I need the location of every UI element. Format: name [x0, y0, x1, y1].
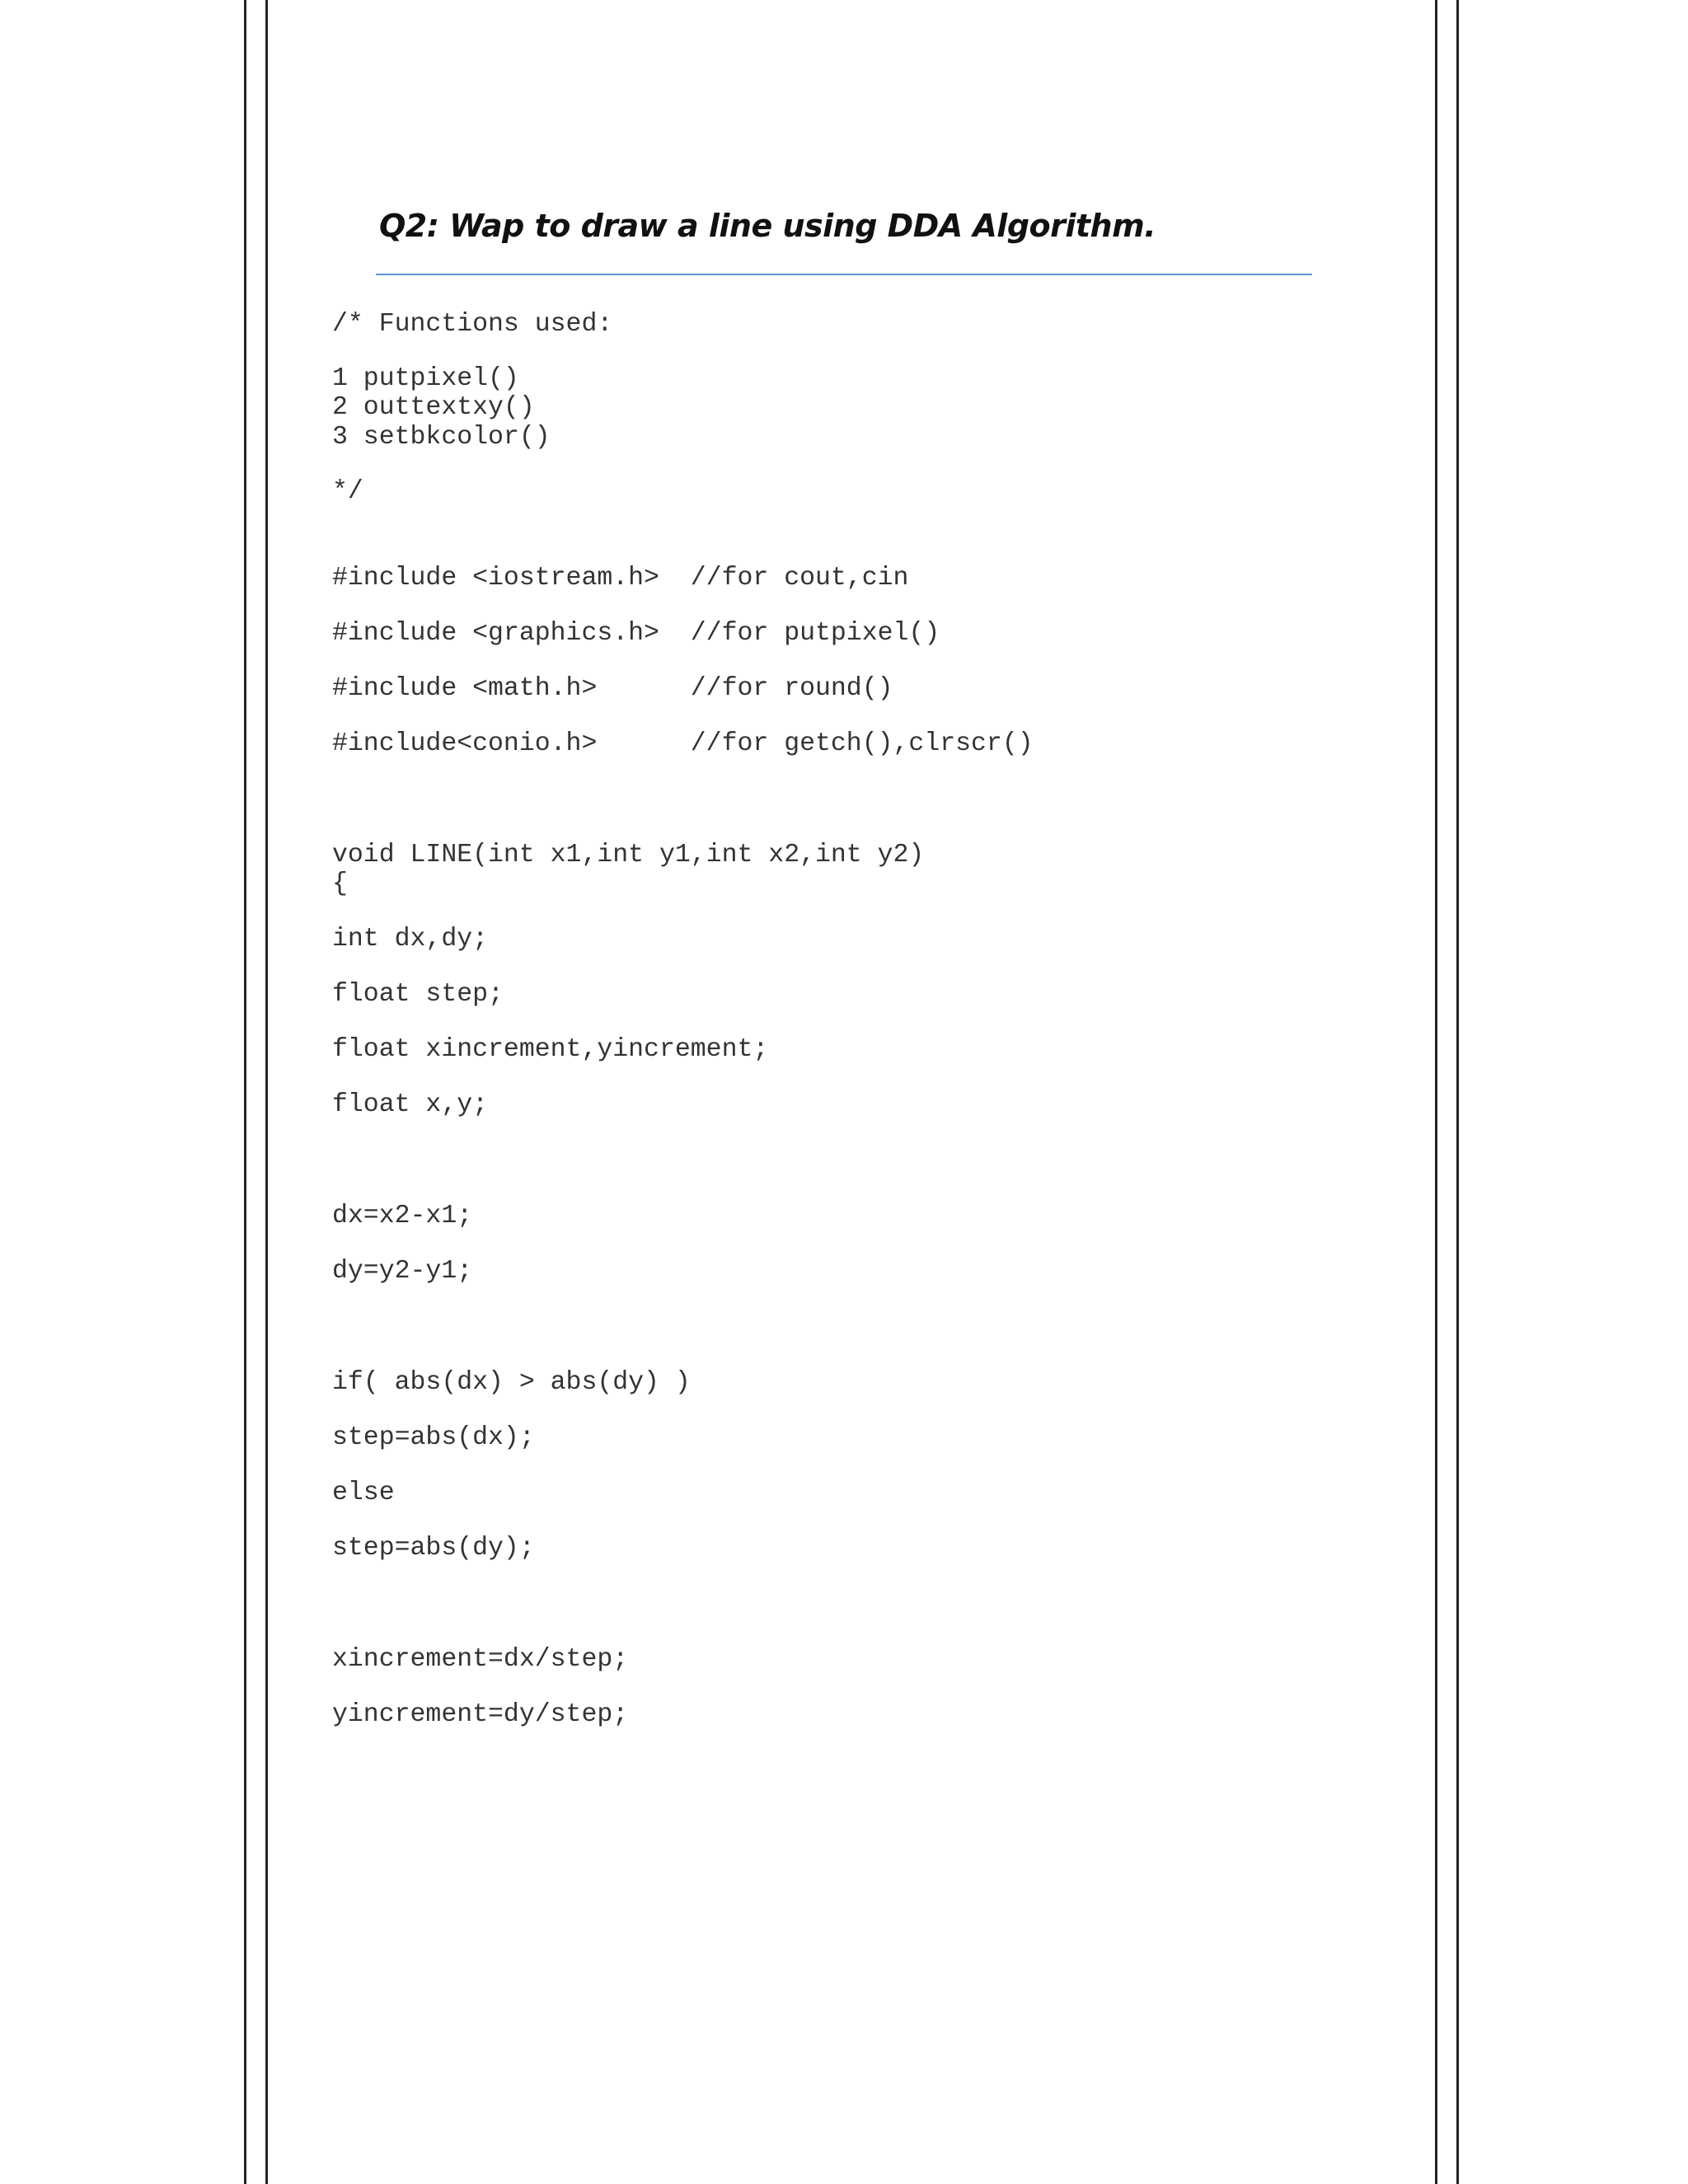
code-line: yincrement=dy/step; — [332, 1700, 629, 1729]
code-line: dx=x2-x1; — [332, 1202, 473, 1230]
code-line: 3 setbkcolor() — [332, 423, 551, 452]
code-line: xincrement=dx/step; — [332, 1645, 629, 1674]
page-border-right-inner — [1435, 0, 1437, 2184]
page-border-right-outer — [1456, 0, 1459, 2184]
code-line: dy=y2-y1; — [332, 1257, 473, 1286]
code-line: #include<conio.h> //for getch(),clrscr() — [332, 729, 1034, 758]
code-line: float x,y; — [332, 1090, 489, 1119]
code-line: float step; — [332, 980, 504, 1009]
code-line: #include <math.h> //for round() — [332, 674, 893, 703]
code-line: step=abs(dy); — [332, 1534, 535, 1563]
code-line: int dx,dy; — [332, 925, 489, 954]
heading-underline — [376, 274, 1312, 275]
code-line: else — [332, 1479, 395, 1507]
code-line: if( abs(dx) > abs(dy) ) — [332, 1368, 691, 1397]
code-line: void LINE(int x1,int y1,int x2,int y2) — [332, 841, 925, 869]
code-line: #include <graphics.h> //for putpixel() — [332, 619, 940, 648]
code-line: step=abs(dx); — [332, 1423, 535, 1452]
question-heading: Q2: Wap to draw a line using DDA Algorithm. — [379, 208, 1156, 244]
page-border-left-inner — [265, 0, 268, 2184]
code-line: #include <iostream.h> //for cout,cin — [332, 564, 909, 593]
code-line: 2 outtextxy() — [332, 393, 535, 422]
code-line: /* Functions used: — [332, 310, 613, 339]
page-border-left-outer — [244, 0, 246, 2184]
code-line: 1 putpixel() — [332, 364, 519, 393]
code-line: float xincrement,yincrement; — [332, 1035, 769, 1064]
code-line: { — [332, 869, 348, 898]
code-line: */ — [332, 477, 363, 506]
